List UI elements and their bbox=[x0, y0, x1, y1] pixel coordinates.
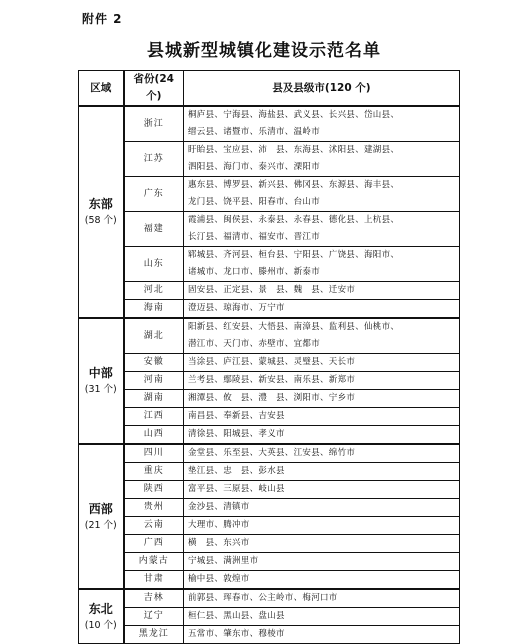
table-row bbox=[79, 212, 460, 247]
table-row bbox=[79, 517, 460, 535]
counties-line: 清徐县、阳城县、孝义市 bbox=[188, 429, 285, 439]
table-row bbox=[79, 372, 460, 390]
table-row bbox=[79, 354, 460, 372]
table-row bbox=[79, 499, 460, 517]
province-cell: 黑龙江 bbox=[124, 626, 184, 644]
counties-line: 前郭县、珲春市、公主岭市、梅河口市 bbox=[188, 593, 338, 603]
counties-line: 阳新县、红安县、大悟县、南漳县、监利县、仙桃市、 bbox=[188, 322, 400, 332]
table-row bbox=[79, 300, 460, 319]
counties-cell bbox=[184, 372, 460, 390]
province-cell: 山东 bbox=[124, 247, 184, 282]
counties-cell bbox=[184, 106, 460, 142]
province-cell: 贵州 bbox=[124, 499, 184, 517]
counties-cell bbox=[184, 300, 460, 319]
counties-line: 长汀县、福清市、福安市、晋江市 bbox=[188, 232, 321, 242]
province-cell: 山西 bbox=[124, 426, 184, 445]
counties-cell bbox=[184, 426, 460, 445]
counties-line: 澄迈县、琼海市、万宁市 bbox=[188, 303, 285, 313]
table-row bbox=[79, 390, 460, 408]
counties-cell bbox=[184, 517, 460, 535]
province-cell: 海南 bbox=[124, 300, 184, 319]
counties-cell bbox=[184, 212, 460, 247]
table-row bbox=[79, 589, 460, 608]
province-cell: 内蒙古 bbox=[124, 553, 184, 571]
province-cell: 浙江 bbox=[124, 106, 184, 142]
region-name: 东部 bbox=[88, 197, 113, 211]
province-cell: 广西 bbox=[124, 535, 184, 553]
counties-line: 金沙县、清镇市 bbox=[188, 502, 250, 512]
province-cell: 江西 bbox=[124, 408, 184, 426]
counties-cell bbox=[184, 589, 460, 608]
counties-line: 宁城县、满洲里市 bbox=[188, 556, 259, 566]
region-name: 西部 bbox=[88, 501, 113, 516]
region-name: 东北 bbox=[88, 601, 113, 616]
table-row bbox=[79, 481, 460, 499]
counties-line: 盱眙县、宝应县、沛 县、东海县、沭阳县、建湖县、 bbox=[188, 145, 400, 155]
province-cell: 湖南 bbox=[124, 390, 184, 408]
counties-line: 惠东县、博罗县、新兴县、佛冈县、东源县、海丰县、 bbox=[188, 180, 400, 190]
header-region: 区域 bbox=[79, 71, 124, 107]
table-row bbox=[79, 463, 460, 481]
region-count: (21 个) bbox=[84, 519, 117, 531]
counties-line: 富平县、三原县、岐山县 bbox=[188, 484, 285, 494]
table-body bbox=[79, 106, 460, 644]
province-cell: 重庆 bbox=[124, 463, 184, 481]
province-cell: 广东 bbox=[124, 177, 184, 212]
attachment-label: 附件 2 bbox=[82, 12, 123, 26]
province-cell: 辽宁 bbox=[124, 608, 184, 626]
table-row bbox=[79, 247, 460, 282]
table-row bbox=[79, 177, 460, 212]
province-cell: 河北 bbox=[124, 282, 184, 300]
document-title: 县城新型城镇化建设示范名单 bbox=[147, 41, 381, 61]
table-header-row bbox=[79, 71, 460, 107]
counties-line: 泗阳县、海门市、泰兴市、溧阳市 bbox=[188, 162, 321, 172]
province-cell: 陕西 bbox=[124, 481, 184, 499]
counties-line: 湘潭县、攸 县、澧 县、浏阳市、宁乡市 bbox=[188, 393, 356, 403]
counties-line: 霞浦县、闽侯县、永泰县、永春县、德化县、上杭县、 bbox=[188, 215, 400, 225]
region-cell bbox=[79, 589, 124, 644]
counties-cell bbox=[184, 626, 460, 644]
demonstration-list-table bbox=[78, 70, 460, 644]
counties-cell bbox=[184, 463, 460, 481]
counties-line: 郓城县、齐河县、桓台县、宁阳县、广饶县、海阳市、 bbox=[188, 250, 400, 260]
province-cell: 甘肃 bbox=[124, 571, 184, 590]
counties-cell bbox=[184, 390, 460, 408]
counties-cell bbox=[184, 354, 460, 372]
province-cell: 云南 bbox=[124, 517, 184, 535]
counties-line: 潜江市、天门市、赤壁市、宜都市 bbox=[188, 339, 321, 349]
table-row bbox=[79, 318, 460, 354]
counties-line: 缙云县、诸暨市、乐清市、温岭市 bbox=[188, 127, 321, 137]
region-count: (31 个) bbox=[84, 384, 117, 395]
counties-line: 诸城市、龙口市、滕州市、新泰市 bbox=[188, 267, 321, 277]
table-row bbox=[79, 106, 460, 142]
counties-cell bbox=[184, 571, 460, 590]
table-row bbox=[79, 142, 460, 177]
region-name: 中部 bbox=[88, 366, 113, 380]
region-cell bbox=[79, 106, 124, 318]
table-row bbox=[79, 444, 460, 463]
region-count: (10 个) bbox=[84, 619, 117, 631]
counties-line: 榆中县、敦煌市 bbox=[188, 574, 250, 584]
counties-line: 大理市、腾冲市 bbox=[188, 520, 250, 530]
counties-cell bbox=[184, 247, 460, 282]
counties-line: 龙门县、饶平县、阳春市、台山市 bbox=[188, 197, 321, 207]
counties-line: 桐庐县、宁海县、海盐县、武义县、长兴县、岱山县、 bbox=[188, 110, 400, 120]
counties-line: 固安县、正定县、景 县、魏 县、迁安市 bbox=[188, 285, 356, 295]
province-cell: 湖北 bbox=[124, 318, 184, 354]
province-cell: 河南 bbox=[124, 372, 184, 390]
table-row bbox=[79, 553, 460, 571]
counties-cell bbox=[184, 499, 460, 517]
table-row bbox=[79, 535, 460, 553]
counties-line: 五常市、肇东市、穆棱市 bbox=[188, 629, 285, 639]
table-row bbox=[79, 408, 460, 426]
counties-cell bbox=[184, 553, 460, 571]
counties-line: 横 县、东兴市 bbox=[188, 538, 250, 548]
province-cell: 吉林 bbox=[124, 589, 184, 608]
table-row bbox=[79, 426, 460, 445]
region-cell bbox=[79, 444, 124, 589]
counties-line: 金堂县、乐至县、大英县、江安县、绵竹市 bbox=[188, 448, 356, 458]
table-row bbox=[79, 626, 460, 644]
counties-cell bbox=[184, 282, 460, 300]
province-cell: 安徽 bbox=[124, 354, 184, 372]
counties-cell bbox=[184, 444, 460, 463]
header-counties: 县及县级市(120 个) bbox=[184, 71, 460, 107]
province-cell: 福建 bbox=[124, 212, 184, 247]
counties-cell bbox=[184, 408, 460, 426]
table-row bbox=[79, 282, 460, 300]
header-province: 省份(24 个) bbox=[124, 71, 184, 107]
province-cell: 四川 bbox=[124, 444, 184, 463]
counties-line: 桓仁县、黑山县、盘山县 bbox=[188, 611, 285, 621]
counties-line: 垫江县、忠 县、彭水县 bbox=[188, 466, 285, 476]
counties-cell bbox=[184, 177, 460, 212]
counties-cell bbox=[184, 142, 460, 177]
counties-cell bbox=[184, 481, 460, 499]
region-count: (58 个) bbox=[84, 215, 117, 226]
counties-line: 当涂县、庐江县、蒙城县、灵璧县、天长市 bbox=[188, 357, 356, 367]
counties-line: 南昌县、奉新县、吉安县 bbox=[188, 411, 285, 421]
counties-cell bbox=[184, 535, 460, 553]
counties-line: 兰考县、鄢陵县、新安县、南乐县、新郑市 bbox=[188, 375, 356, 385]
table-row bbox=[79, 571, 460, 590]
region-cell bbox=[79, 318, 124, 444]
counties-cell bbox=[184, 318, 460, 354]
province-cell: 江苏 bbox=[124, 142, 184, 177]
